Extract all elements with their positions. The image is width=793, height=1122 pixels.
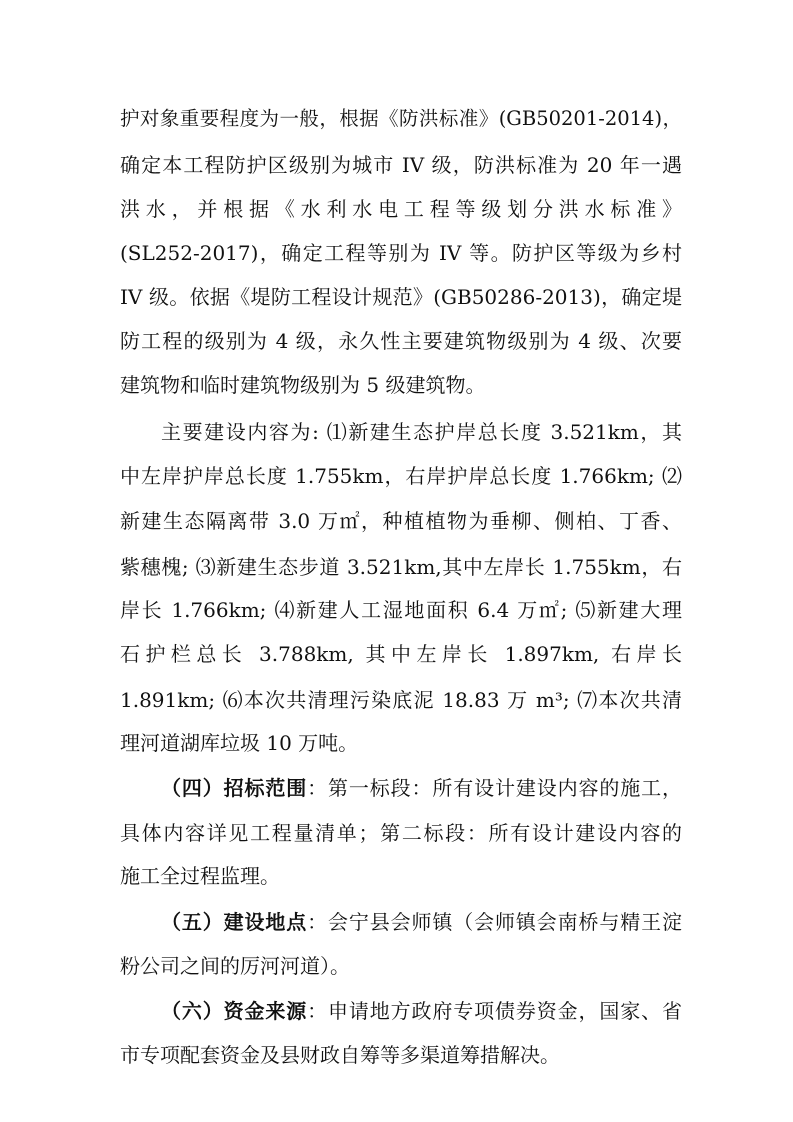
text-line: 岸长 1.766km; ⑷新建人工湿地面积 6.4 万㎡; ⑸新建大理 [120,598,682,622]
text-line [161,998,682,1024]
text-line: 洪水，并根据《水利水电工程等级划分洪水标准》 [120,197,682,221]
text-line: 石护栏总长 3.788km, 其中左岸长 1.897km, 右岸长 [120,642,682,666]
text-line: 主要建设内容为: ⑴新建生态护岸总长度 3.521km，其 [161,420,682,444]
text-line: 理河道湖库垃圾 10 万吨。 [120,731,359,755]
text-line: 护对象重要程度为一般，根据《防洪标准》(GB50201-2014)， [120,107,682,130]
text-line: (SL252-2017)，确定工程等别为 IV 等。防护区等级为乡村 [120,241,682,265]
text-line: IV 级。依据《堤防工程设计规范》(GB50286-2013)，确定堤 [120,285,682,309]
text-line: 粉公司之间的厉河河道）。 [120,954,350,978]
section-text: ：会宁县会师镇（会师镇会南桥与精王淀 [307,910,682,934]
text-line: 1.891km; ⑹本次共清理污染底泥 18.83 万 m³; ⑺本次共清 [120,688,682,712]
text-line [161,909,682,935]
section-label: （五）建设地点 [161,910,308,934]
text-line: 防工程的级别为 4 级，永久性主要建筑物级别为 4 级、次要 [120,329,682,353]
text-line: 建筑物和临时建筑物级别为 5 级建筑物。 [120,373,486,397]
section-text: ：申请地方政府专项债券资金，国家、省 [307,999,682,1023]
section-label: （四）招标范围 [161,776,308,800]
text-line: 确定本工程防护区级别为城市 IV 级，防洪标准为 20 年一遇 [120,153,682,177]
text-line: 中左岸护岸总长度 1.755km，右岸护岸总长度 1.766km; ⑵ [120,464,682,488]
section-text: ：第一标段：所有设计建设内容的施工， [307,776,682,800]
text-line [161,775,682,801]
text-line: 新建生态隔离带 3.0 万㎡，种植植物为垂柳、侧柏、丁香、 [120,509,682,533]
text-line: 紫穗槐; ⑶新建生态步道 3.521km,其中左岸长 1.755km，右 [120,555,682,579]
text-line: 施工全过程监理。 [120,864,280,888]
section-label: （六）资金来源 [161,999,308,1023]
text-line: 市专项配套资金及县财政自筹等多渠道筹措解决。 [120,1043,560,1067]
text-line: 具体内容详见工程量清单；第二标段：所有设计建设内容的 [120,821,682,845]
